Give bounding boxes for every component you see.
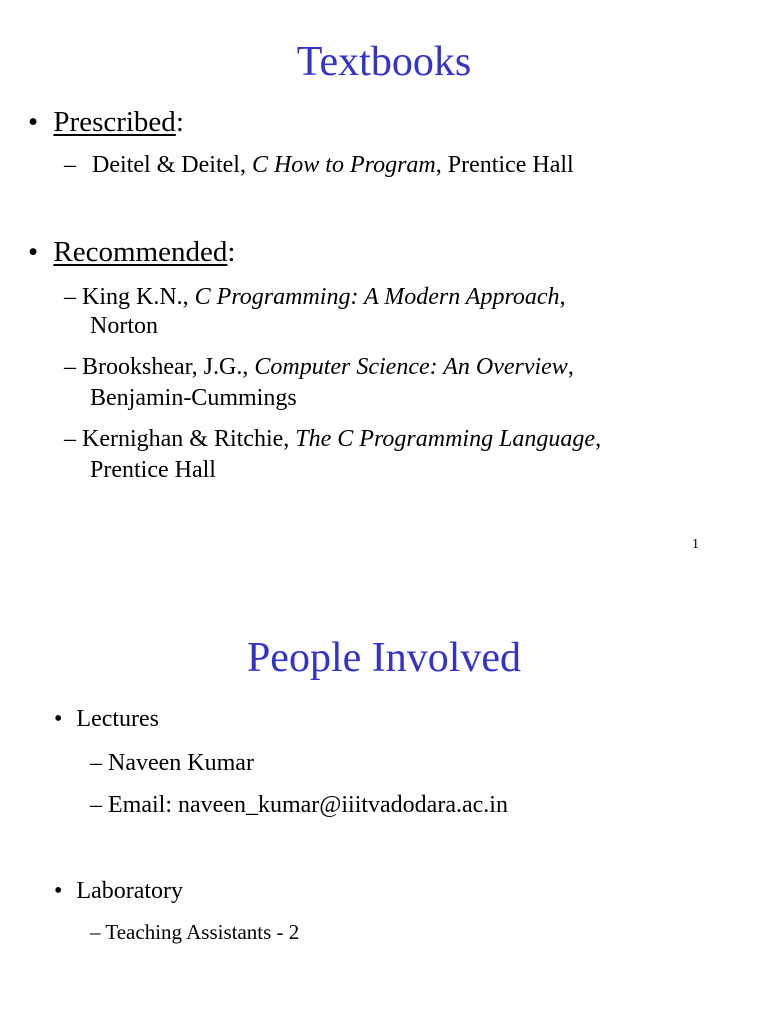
author: Deitel & Deitel,: [92, 152, 252, 178]
lecture-item: [90, 792, 508, 819]
slide-1-title: Textbooks: [296, 39, 472, 85]
slide-2-title: People Involved: [246, 635, 522, 681]
bullet: •: [54, 706, 63, 732]
lecture-item: [90, 750, 254, 777]
page-number: 1: [692, 537, 699, 552]
prescribed-item: [64, 152, 574, 179]
recommended-item: [64, 426, 601, 453]
bullet: •: [28, 106, 39, 138]
book-title: C How to Program: [251, 152, 436, 178]
book-title: The C Programming Language: [295, 426, 596, 452]
laboratory-item: [90, 920, 299, 945]
dash: –: [90, 792, 102, 818]
laboratory-label: Laboratory: [76, 878, 184, 904]
bullet: •: [28, 236, 39, 268]
author: King K.N.,: [82, 284, 195, 310]
publisher: Prentice Hall: [90, 457, 216, 483]
author: Brookshear, J.G.,: [82, 354, 255, 380]
colon: :: [175, 106, 184, 138]
prescribed-heading: [28, 106, 184, 139]
laboratory-heading: [54, 878, 183, 905]
lecturer-email: Email: naveen_kumar@iiitvadodara.ac.in: [108, 792, 508, 818]
bullet: •: [54, 878, 63, 904]
separator: ,: [567, 354, 574, 380]
recommended-item: [64, 284, 566, 311]
book-title: C Programming: A Modern Approach: [194, 284, 560, 310]
author: Kernighan & Ritchie,: [82, 426, 296, 452]
recommended-heading: [28, 236, 235, 269]
publisher: , Prentice Hall: [435, 152, 574, 178]
recommended-label: Recommended: [53, 236, 228, 268]
dash: –: [90, 920, 101, 944]
dash: –: [64, 284, 76, 310]
dash: –: [90, 750, 102, 776]
book-title: Computer Science: An Overview: [254, 354, 568, 380]
dash: –: [64, 354, 76, 380]
publisher: Benjamin-Cummings: [90, 385, 297, 411]
separator: ,: [595, 426, 602, 452]
publisher: Norton: [90, 313, 158, 339]
dash: –: [64, 426, 76, 452]
lectures-heading: [54, 706, 159, 733]
lecturer-name: Naveen Kumar: [108, 750, 254, 776]
lectures-label: Lectures: [76, 706, 160, 732]
recommended-item: [64, 354, 574, 381]
colon: :: [227, 236, 236, 268]
prescribed-label: Prescribed: [53, 106, 176, 138]
dash: –: [64, 152, 76, 178]
separator: ,: [559, 284, 566, 310]
teaching-assistants: Teaching Assistants - 2: [105, 920, 300, 944]
